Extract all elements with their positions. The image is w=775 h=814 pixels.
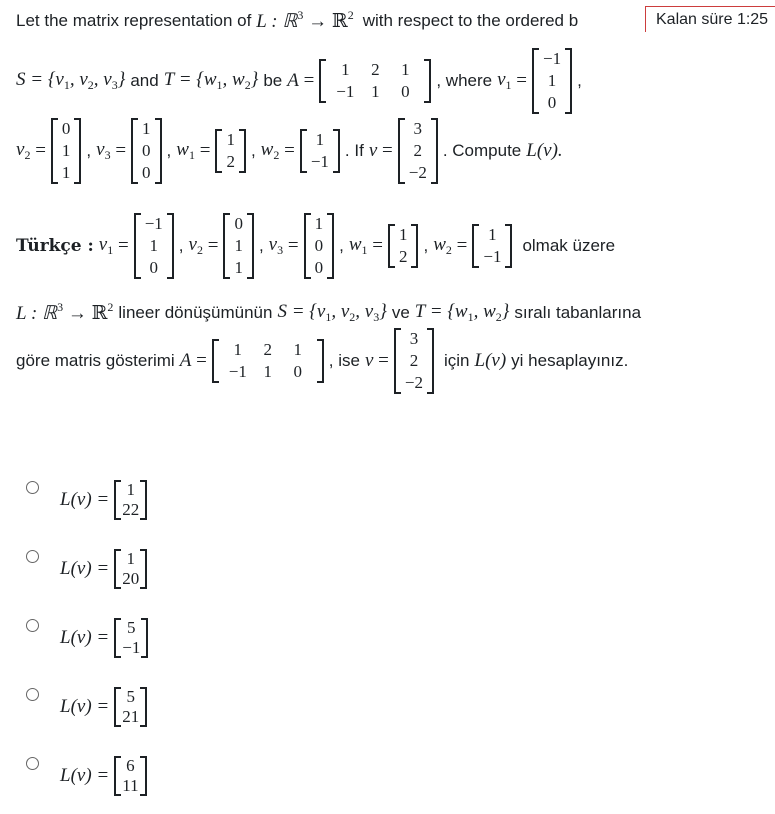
radio-button[interactable] (26, 688, 39, 701)
answer-option-4[interactable]: L(v) = 5 21 (26, 687, 152, 727)
map-expression: L : ℝ$^3$ → ℝ$^2$ (256, 8, 354, 32)
question-line-2: $S = \{v_1$, $v_2$, $v_3$} and $T = \{w_1$, $w_2$} be A = 1 2 1 −1 1 0 , where $v_1$ = −1 1 0 , (16, 49, 582, 112)
tr-vector-v2: 0 1 1 (223, 213, 254, 279)
radio-button[interactable] (26, 550, 39, 563)
vector-v3: 1 0 0 (131, 118, 162, 184)
answer-option-2[interactable]: L(v) = 1 20 (26, 549, 152, 589)
and-text: and (130, 71, 159, 90)
vector-w1: 1 2 (215, 129, 246, 173)
hesaplayiniz-text: yi hesaplayınız. (511, 351, 629, 370)
set-s: $S = \{v_1$, $v_2$, $v_3$} (16, 69, 126, 92)
if-text: . If (344, 141, 364, 160)
matrix-a: 1 2 1 −1 1 0 (319, 59, 431, 103)
tr-vector-v: 3 2 −2 (394, 328, 434, 394)
remaining-time-label: Kalan süre 1:25 (656, 11, 769, 28)
tr-vector-w2: 1 −1 (472, 224, 512, 268)
vector-w2: 1 −1 (300, 129, 340, 173)
be-text: be (263, 71, 283, 90)
vector-v1: −1 1 0 (532, 48, 572, 114)
turkish-line-2: L : ℝ$^3$ → ℝ$^2$ lineer dönüşümünün $S = \{v_1$, $v_2$, $v_3$} ve $T = \{w_1$, $w_2$} sıralı tabanlarına (16, 300, 642, 324)
siralı-text: sıralı tabanlarına (514, 302, 642, 322)
radio-button[interactable] (26, 757, 39, 770)
vector-v2: 0 1 1 (51, 118, 82, 184)
turkish-label: Türkçe : (16, 236, 94, 256)
respect-text: with respect to the ordered b (362, 10, 579, 30)
question-line-1 (16, 8, 578, 33)
question-line-3: $v_2$ = 0 1 1 , $v_3$ = 1 0 0 , $w_1$ = 1 2 , $w_2$ = 1 −1 . If v = 3 2 −2 . Compute L(v). (16, 119, 563, 182)
turkish-line-3: göre matris gösterimi A = 1 2 1 −1 1 0 , ise v = 3 2 −2 için L(v) yi hesaplayınız. (16, 329, 629, 392)
ve-text: ve (391, 302, 410, 322)
gore-text: göre matris gösterimi (16, 351, 175, 370)
tr-map-expression: L : ℝ$^3$ → ℝ$^2$ (16, 300, 114, 324)
tr-vector-w1: 1 2 (388, 224, 419, 268)
where-text: , where (436, 71, 493, 90)
answer-option-5[interactable]: L(v) = 6 11 (26, 756, 152, 796)
intro-text: Let the matrix representation of (16, 10, 252, 30)
tr-vector-v1: −1 1 0 (134, 213, 174, 279)
set-t: $T = \{w_1$, $w_2$} (163, 69, 259, 92)
radio-button[interactable] (26, 481, 39, 494)
ise-text: , ise (328, 351, 360, 370)
turkish-line-1: Türkçe : $v_1$ = −1 1 0 , $v_2$ = 0 1 1 , $v_3$ = 1 0 0 , $w_1$ = 1 2 , $w_2$ = 1 −1 olmak üzere (16, 214, 616, 277)
tr-vector-v3: 1 0 0 (304, 213, 335, 279)
remaining-time-badge (645, 6, 775, 32)
icin-text: için (443, 351, 470, 370)
tr-matrix-a: 1 2 1 −1 1 0 (212, 339, 324, 383)
radio-button[interactable] (26, 619, 39, 632)
vector-v: 3 2 −2 (398, 118, 438, 184)
olmak-text: olmak üzere (522, 236, 616, 255)
answer-option-1[interactable]: L(v) = 1 22 (26, 480, 152, 520)
answer-option-3[interactable]: L(v) = 5 −1 (26, 618, 153, 658)
lineer-text: lineer dönüşümünün (118, 302, 273, 322)
compute-text: . Compute (442, 141, 522, 160)
